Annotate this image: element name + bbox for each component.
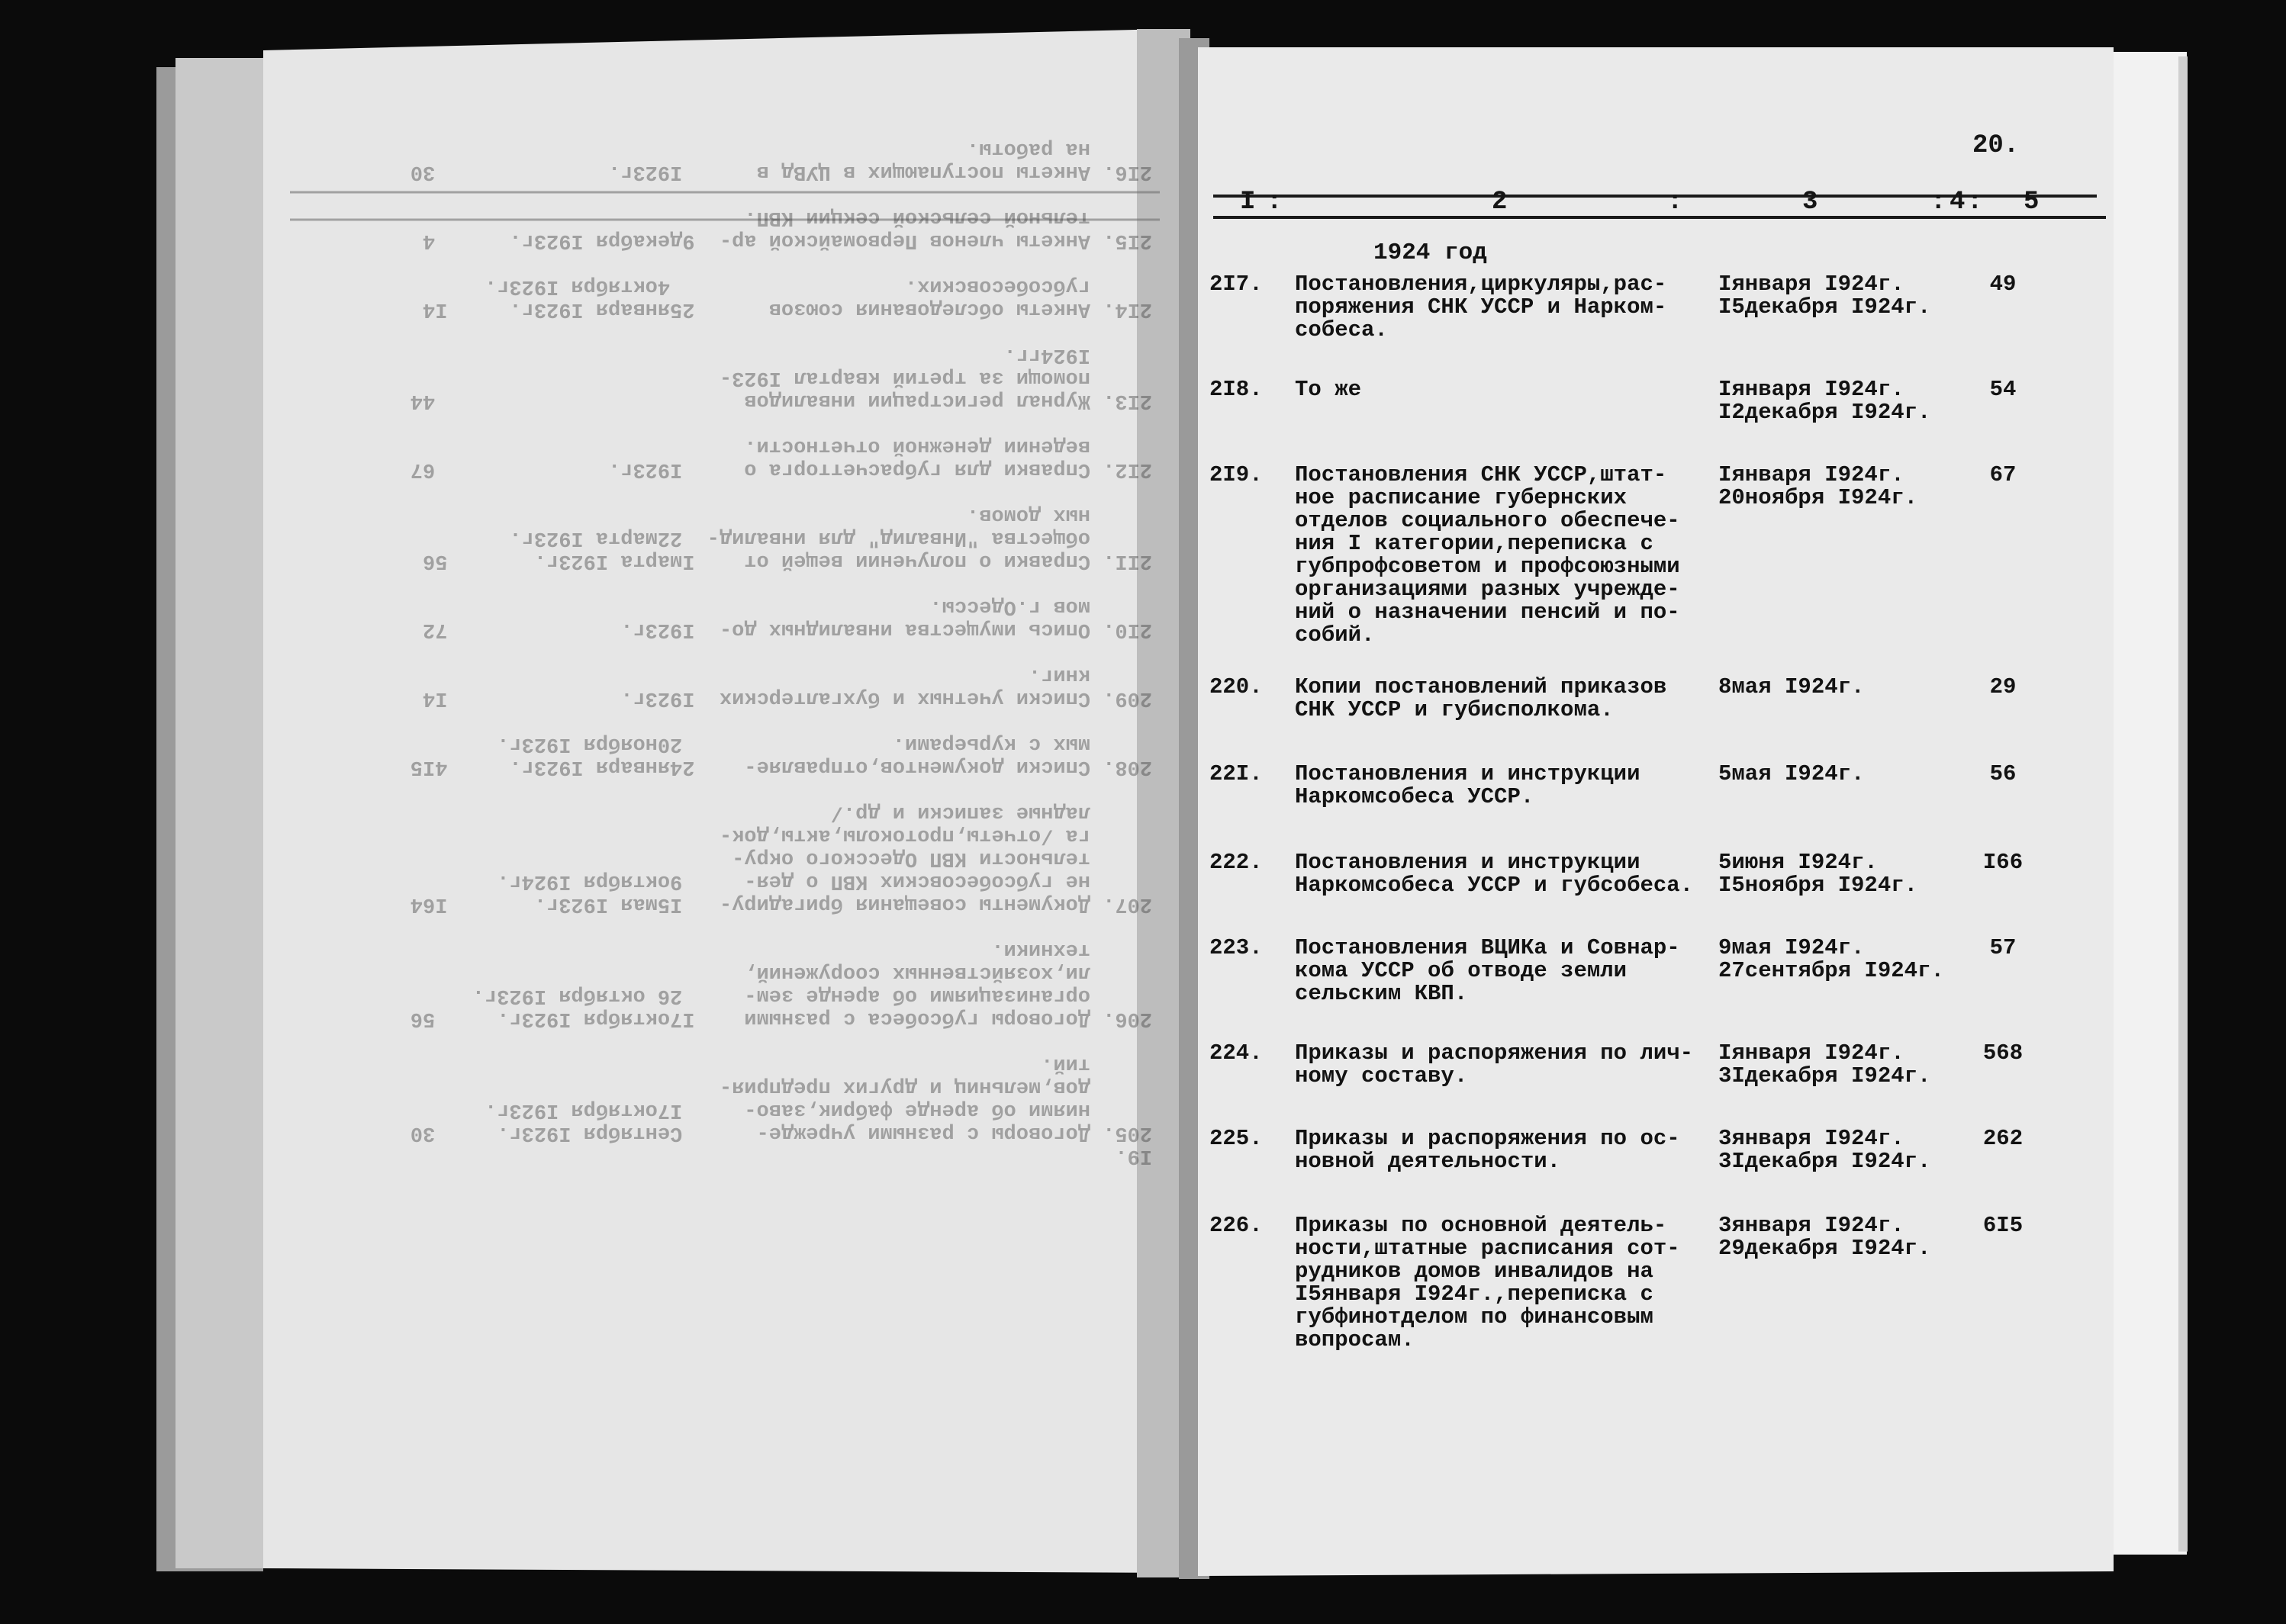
entry-title-line: губпрофсоветом и профсоюзными [1295, 554, 1680, 579]
entry-date-line: Iянваря I924г. [1718, 377, 1904, 402]
entry-date-line: 3января I924г. [1718, 1213, 1904, 1238]
entry-number: 220. [1209, 674, 1263, 699]
entry-title [1295, 273, 1707, 342]
ghost-line: тельности КВП Одесского окру- [732, 847, 1152, 870]
ghost-line: 208. Списки документов,отправляе- 24января I923г. 4I5 [410, 755, 1152, 778]
entry-date-line: 8мая I924г. [1718, 674, 1865, 699]
entry-title-line: Приказы и распоряжения по ос- [1295, 1126, 1680, 1151]
entry-title-line: собий. [1295, 622, 1375, 648]
entry-title-line: организациями разных учрежде- [1295, 577, 1680, 602]
ghost-line: 209. Списки учетных и бухгалтерских I923г. I4 [423, 687, 1152, 709]
entry-dates [1718, 676, 1947, 699]
entry-title-line: Постановления и инструкции [1295, 761, 1640, 786]
entry-date-line: 3Iдекабря I924г. [1718, 1149, 1931, 1174]
entry-number: 2I7. [1209, 272, 1263, 297]
entry-sheet-count: 6I5 [1982, 1213, 2024, 1238]
entry-title-line: Приказы по основной деятель- [1295, 1213, 1667, 1238]
entry-title-line: Наркомсобеса УССР и губсобеса. [1295, 873, 1694, 898]
ghost-line: I924гг. [1003, 343, 1152, 366]
entry-title-line: ное расписание губернских [1295, 485, 1628, 510]
entry-sheet-count: 67 [1989, 462, 2017, 487]
entry-title [1295, 937, 1707, 1005]
entry-sheet-count: 54 [1989, 377, 2017, 402]
entry-number: 222. [1209, 850, 1263, 875]
entry-title-line: ному составу. [1295, 1063, 1468, 1089]
ghost-line: ниями об аренде фабрик,заво- I7октября I923г. [485, 1098, 1152, 1121]
ghost-line [305, 252, 1152, 275]
entry-date-line: 9мая I924г. [1718, 935, 1865, 960]
ghost-line: 2II. Справки о получении вещей от Iмарта I923г. 56 [423, 549, 1152, 572]
ghost-line [305, 1030, 1152, 1053]
ghost-line: 2I2. Справки для губрасчетторга о I923г. 67 [410, 458, 1152, 481]
ghost-line [305, 320, 1152, 343]
ghost-line: 207. Документы совещания бригадиру- I5мая I923г. I64 [410, 892, 1152, 915]
entry-sheet-count: 29 [1989, 674, 2017, 699]
column-header-5: : [1930, 188, 1946, 217]
entry-title-line: собеса. [1295, 317, 1388, 342]
ghost-line: помощи за третий квартал I923- [719, 366, 1152, 389]
entry-title [1295, 1214, 1707, 1352]
ghost-line: мых с курьерами. 20ноября I923г. [497, 732, 1152, 755]
ghost-line: 2I6. Анкеты поступающих в ЦУВд в I923г. 30 [410, 160, 1152, 183]
ghost-line: га /отчеты,протоколы,акты,док- [719, 824, 1152, 847]
entry-date-line: 20ноября I924г. [1718, 485, 1918, 510]
entry-title-line: Постановления,циркуляры,рас- [1295, 272, 1667, 297]
ghost-line: организациями об аренде зем- 26 октября I923г. [472, 984, 1152, 1007]
ghost-line: ных домов. [966, 503, 1152, 526]
entry-date-line: 29декабря I924г. [1718, 1236, 1931, 1261]
entry-sheet-count: 56 [1989, 761, 2017, 786]
entry-title-line: кома УССР об отводе земли [1295, 958, 1628, 983]
entry-title-line: ний о назначении пенсий и по- [1295, 600, 1680, 625]
entry-date-line: Iянваря I924г. [1718, 1040, 1904, 1066]
entry-title [1295, 1127, 1707, 1173]
ghost-line: 2I5. Анкеты членов Первомайской ар- 9декабря I923г. 4 [423, 229, 1152, 252]
column-header-8: 5 [2024, 188, 2040, 217]
ghost-line [305, 778, 1152, 801]
entry-dates [1718, 464, 1947, 510]
ghost-line: ладные записки и др./ [830, 801, 1152, 824]
entry-title-line: ния I категории,переписка с [1295, 531, 1653, 556]
entry-dates [1718, 1042, 1947, 1088]
ghost-line: 206. Договоры губсобеса с разными I7октября I923г. 56 [410, 1007, 1152, 1030]
column-header-7: : [1967, 188, 1983, 217]
entry-number: 223. [1209, 935, 1263, 960]
entry-title-line: новной деятельности. [1295, 1149, 1561, 1174]
column-header-4: 3 [1802, 188, 1818, 217]
entry-title-line: ности,штатные расписания сот- [1295, 1236, 1680, 1261]
right-page-edge-line [2178, 56, 2188, 1552]
entry-date-line: 27сентября I924г. [1718, 958, 1944, 983]
entry-dates [1718, 1127, 1947, 1173]
entry-title [1295, 378, 1707, 401]
column-header-0: I [1240, 188, 1256, 217]
entry-title-line: То же [1295, 377, 1362, 402]
entry-date-line: I5декабря I924г. [1718, 294, 1931, 320]
ghost-line: общества "Инвалид" для инвалид- 22марта I923г. [509, 526, 1152, 549]
entry-number: 2I8. [1209, 377, 1263, 402]
ghost-line: на работы. [966, 137, 1152, 160]
entry-title-line: Постановления ВЦИКа и Совнар- [1295, 935, 1680, 960]
ghost-line [305, 915, 1152, 938]
entry-date-line: I2декабря I924г. [1718, 400, 1931, 425]
entry-title-line: поряжения СНК УССР и Нарком- [1295, 294, 1667, 320]
entry-title-line: рудников домов инвалидов на [1295, 1259, 1653, 1284]
entry-date-line: 3Iдекабря I924г. [1718, 1063, 1931, 1089]
entry-date-line: 3января I924г. [1718, 1126, 1904, 1151]
column-header-6: 4 [1950, 188, 1966, 217]
entry-title [1295, 1042, 1707, 1088]
ghost-line: не губсобесовских КВП о дея- 9октября I924г. [497, 870, 1152, 892]
entry-title-line: Приказы и распоряжения по лич- [1295, 1040, 1694, 1066]
entry-title-line: вопросам. [1295, 1327, 1415, 1352]
ghost-line: 2I4. Анкеты обследования союзов 25января I923г. I4 [423, 297, 1152, 320]
entry-title-line: отделов социального обеспече- [1295, 508, 1680, 533]
ghost-line [305, 641, 1152, 664]
entry-date-line: 5мая I924г. [1718, 761, 1865, 786]
ghost-line: 205. Договоры с разными учрежде- Сентября I923г. 30 [410, 1121, 1152, 1144]
entry-number: 226. [1209, 1213, 1263, 1238]
ghost-line [305, 572, 1152, 595]
page-edges-inner [175, 58, 275, 1568]
entry-title-line: Постановления и инструкции [1295, 850, 1640, 875]
entry-dates [1718, 937, 1947, 982]
ghost-line: 2I0. Опись имущества инвалидных до- I923г. 72 [423, 618, 1152, 641]
entry-number: 2I9. [1209, 462, 1263, 487]
entry-dates [1718, 1214, 1947, 1260]
ghost-line [305, 709, 1152, 732]
entry-title-line: губфинотделом по финансовым [1295, 1304, 1653, 1330]
entry-number: 225. [1209, 1126, 1263, 1151]
ghost-line: губсобесовских. 4октября I923г. [485, 275, 1152, 297]
entry-title-line: Постановления СНК УССР,штат- [1295, 462, 1667, 487]
entry-number: 224. [1209, 1040, 1263, 1066]
ghost-line: ведении денежной отчетности. [744, 435, 1152, 458]
entry-title-line: сельским КВП. [1295, 981, 1468, 1006]
column-header-2: 2 [1492, 188, 1508, 217]
entry-dates [1718, 378, 1947, 424]
entry-sheet-count: 57 [1989, 935, 2017, 960]
entry-title [1295, 464, 1707, 647]
ghost-line: техники. [991, 938, 1152, 961]
entry-dates [1718, 273, 1947, 319]
entry-title [1295, 676, 1707, 722]
column-header-3: : [1667, 188, 1683, 217]
entry-title-line: Наркомсобеса УССР. [1295, 784, 1534, 809]
entry-sheet-count: 568 [1982, 1040, 2024, 1066]
ghost-line [305, 412, 1152, 435]
right-page-edge [2114, 52, 2187, 1555]
ghost-line: ли,хозяйственных сооружений, [744, 961, 1152, 984]
entry-date-line: Iянваря I924г. [1718, 462, 1904, 487]
entry-title-line: I5января I924г.,переписка с [1295, 1282, 1653, 1307]
entry-title-line: СНК УССР и губисполкома. [1295, 697, 1614, 722]
ghost-line [305, 183, 1152, 206]
ghost-line: книг. [1028, 664, 1152, 687]
entry-sheet-count: 49 [1989, 272, 2017, 297]
entry-date-line: I5ноября I924г. [1718, 873, 1918, 898]
ghost-line: мов г.Одессы. [929, 595, 1152, 618]
ghost-line: тий. [1041, 1053, 1152, 1076]
entry-sheet-count: I66 [1982, 850, 2024, 875]
left-page-mirror-text [305, 137, 1152, 1167]
year-heading: 1924 год [1373, 240, 1487, 266]
entry-title-line: Копии постановлений приказов [1295, 674, 1667, 699]
entry-date-line: 5июня I924г. [1718, 850, 1878, 875]
entry-sheet-count: 262 [1982, 1126, 2024, 1151]
entry-title [1295, 851, 1707, 897]
entry-number: 22I. [1209, 761, 1263, 786]
ghost-line [305, 481, 1152, 503]
page-number: 20. [1972, 131, 2020, 160]
ghost-page-number: I9. [1115, 1144, 1152, 1167]
column-header-1: : [1267, 188, 1283, 217]
ghost-line: 2I3. Журнал регистрации инвалидов 44 [410, 389, 1152, 412]
ghost-line: тельной сельской секции КВП. [744, 206, 1152, 229]
ghost-lines [305, 137, 1152, 1144]
ghost-line: дов,мельниц и других предприя- [719, 1076, 1152, 1098]
entry-dates [1718, 851, 1947, 897]
entry-date-line: Iянваря I924г. [1718, 272, 1904, 297]
entry-title [1295, 763, 1707, 809]
entry-dates [1718, 763, 1947, 786]
